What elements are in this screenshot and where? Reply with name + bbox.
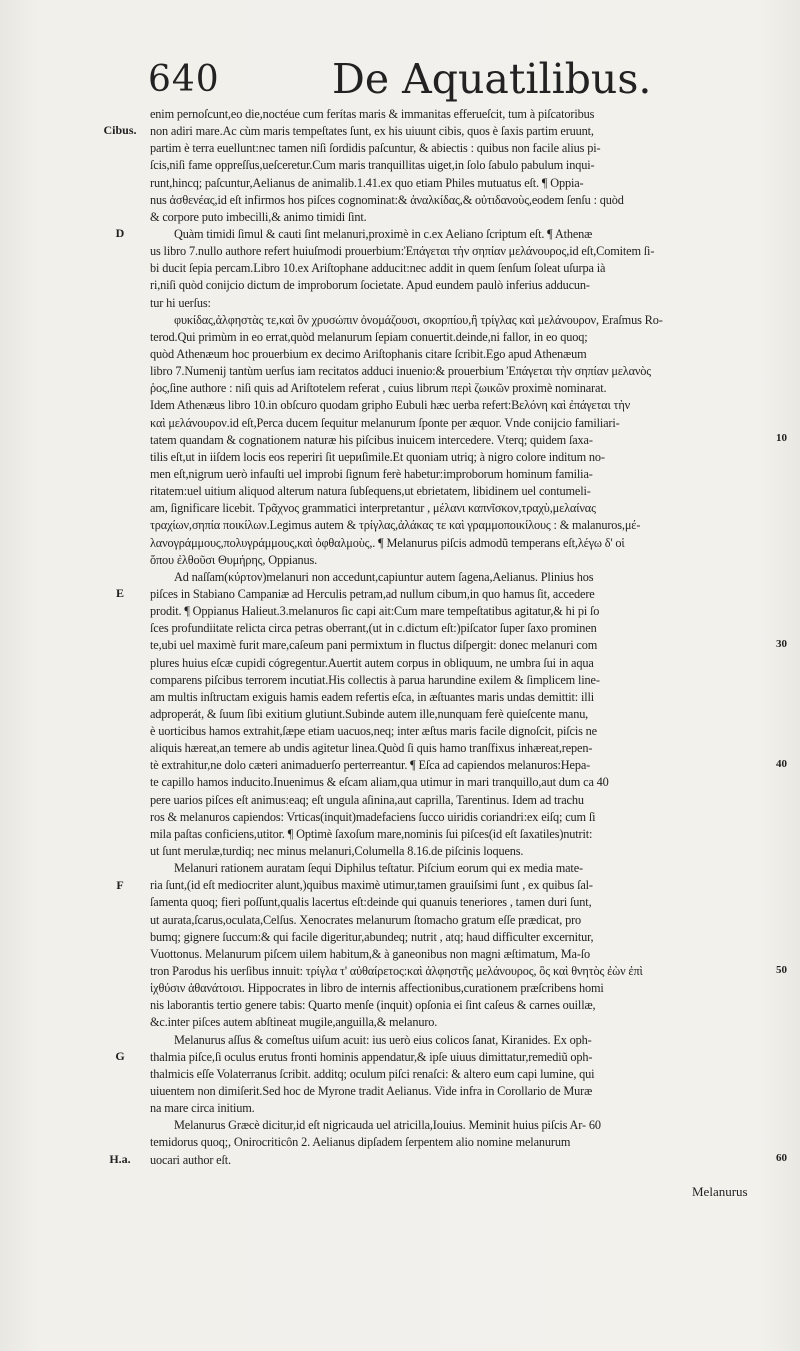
text-line: ut ſunt merulæ,turdiq; nec minus melanuri,Columella 8.16.de piſcinis loquens. — [150, 844, 524, 859]
text-line: enim pernoſcunt,eo die,noctéue cum ferítas maris & immanitas efferueſcit, tum à piſcatoribus — [150, 107, 595, 121]
text-line: non adiri mare.Ac cùm maris tempeſtates ſunt, ex his uiuunt cibis, quos è ſaxis partim eruunt, — [150, 124, 594, 139]
text-line: tur hi uerſus: — [150, 295, 211, 310]
text-line: Melanurus Græcè dicitur,id eſt nigricauda uel atricilla,Iouius. Meminit huius piſcis Ar- 60 — [174, 1118, 601, 1133]
text-line: adproperát, & ſuum ſibi exitium glutiunt.Subinde autem ille,nunquam ferè quieſcente manu, — [150, 706, 589, 721]
text-line: nis laborantis tertio genere tabis: Quarto menſe (inquit) opſonia ei ſint caſeus & carnes ouillæ, — [150, 998, 596, 1013]
text-line: am, ſignificare licebit. Τρᾶχνος grammatici interpretantur , μέλανι καπνῖσκον,τραχὺ,μελαίνας — [150, 501, 596, 516]
text-line: men eſt,nigrum uerò infauſti uel improbi ſignum ferè habetur:improborum hominum familia- — [150, 466, 593, 481]
text-line: ut aurata,ſcarus,oculata,Celſus. Xenocrates melanurum ſtomacho gratum eſſe prædicat, pro — [150, 912, 582, 927]
text-line: Ad naſſam(κύρτον)melanuri non accedunt,capiuntur autem ſagena,Aelianus. Plinius hos — [174, 569, 594, 584]
text-line: comparens piſcibus terrorem incutiat.His collectis à parua harundine exilem & ſimplicem line- — [150, 672, 600, 687]
text-line: λανογράμμους,πολυγράμμους,καὶ ὀφθαλμοὺς,. ¶ Melanurus piſcis admodũ temperans eſt,λέγω δ' οἱ — [150, 535, 625, 550]
margin-note-left: E — [115, 586, 124, 601]
text-line: è uorticibus hamos extrahit,ſæpe etiam uacuos,neq; inter æſtus maris facile dignoſcit, piſcis ne — [150, 724, 597, 739]
text-line: quòd Athenæum hoc prouerbium ex decimo Ariſtophanis citare ſcribit.Ego apud Athenæum — [150, 346, 587, 361]
text-line: piſces in Stabiano Campaniæ ad Herculis petram,ad nullum cibum,in quo hamus ſit, accedere — [150, 586, 595, 601]
text-line: na mare circa initium. — [150, 1101, 255, 1116]
text-line: ῥος,ſine authore : niſi quis ad Ariſtotelem referat , cuius librum περὶ ζωικῶν proximè nominarat. — [150, 381, 607, 396]
text-line: uocari author eſt. — [150, 1152, 231, 1167]
text-line: ſamenta quoq; fieri poſſunt,qualis lacertus eſt:deinde qui quanuis teneriores , tamen duri ſunt, — [150, 895, 592, 910]
text-line: Melanurus aſſus & comeſtus uiſum acuit: ius uerò eius colicos ſanat, Kiranides. Ex oph- — [174, 1032, 592, 1047]
text-line: ſcis,niſi fame oppreſſus,ueſceretur.Cum maris tranquillitas uiget,in ſolo ſabulo pabulum inqui- — [150, 158, 595, 173]
text-line: ri,niſi quòd conijcio dictum de improborum ſocietate. Apud eundem paulò inferius adducun- — [150, 278, 590, 293]
margin-note-left: D — [115, 226, 125, 241]
catchword: Melanurus — [692, 1184, 748, 1199]
text-line: terod.Qui primùm in eo errat,quòd melanurum ſepiam conuertit.deinde,ni fallor, in eo quoq; — [150, 329, 588, 344]
margin-note-left: G — [115, 1049, 125, 1064]
text-line: ὅπου ἐλθοῦσι Θυμήρης, Oppianus. — [150, 552, 318, 567]
text-line: temidorus quoq;, Onirocriticôn 2. Aelianus dipſadem ſerpentem alio nomine melanurum — [150, 1135, 571, 1150]
text-line: partim è terra euellunt:nec tamen niſi ſordidis paſcuntur, & abiectis : quibus non facile alius pi- — [150, 141, 601, 156]
text-line: te capillo hamos inducito.Inuenimus & eſcam aliam,qua utimur in mari tranquillo,aut dum ca 40 — [150, 775, 609, 790]
text-line: Idem Athenæus libro 10.in obſcuro quodam gripho Eubuli hæc uerba refert:Βελόνη καὶ ἐπάγεται τὴν — [150, 398, 631, 413]
text-line: bi ducit ſepia percam.Libro 10.ex Ariſtophane adducit:nec addit in quem ſenſum ſoleat uſurpa ià — [150, 261, 606, 276]
text-line: pere uarios piſces eſt animus:eaq; eſt ungula aſinina,aut caprilla, Tarentinus. Idem ad trachu — [150, 792, 584, 807]
text-line: aliquis hæreat,an temere ab undis agitetur linea.Quòd ſi quis hamo tranſfixus inhæreat,repen- — [150, 741, 593, 756]
margin-line-number: 50 — [776, 963, 787, 976]
margin-note-left: Cibus. — [103, 123, 137, 138]
text-line: tè extrahitur,ne dolo cæteri animaduerſo perterreantur. ¶ Eſca ad capiendos melanuros:Hepa- — [150, 758, 591, 773]
text-line: us libro 7.nullo authore refert huiuſmodi prouerbium:Ἐπάγεται τὴν σηπίαν μελάνουρος,id eſt,Comitem ſi- — [150, 244, 655, 259]
text-line: libro 7.Numenij tantùm uerſus iam recitatos adduci inuenio:& prouerbium Ἐπάγεται τὴν σηπίαν μελανὸς — [150, 364, 652, 379]
text-line: ros & melanuros capiendos: Vrticas(inquit)madefaciens ſucco uiridis coriandri:ex eiſq; cum ſi — [150, 809, 596, 824]
page-header — [148, 55, 788, 104]
margin-note-left: F — [116, 877, 124, 892]
text-body — [150, 106, 793, 1169]
margin-line-number: 30 — [776, 637, 787, 650]
page-number: 640 — [148, 59, 220, 100]
margin-line-number: 40 — [776, 757, 787, 770]
text-line: tron Parodus his uerſibus innuit: τρίγλα τ' αὐθαίρετος:καὶ ἀλφηστῆς μελάνουρος, ὃς καὶ θνητὸς ἐὼν ἐπὶ — [150, 964, 643, 979]
text-line: nus ἀσθενέας,id eſt infirmos hos piſces cognominat:& ἀναλκίδας,& οὐτιδανοὺς,eodem ſenſu : quòd — [150, 192, 624, 207]
text-line: Quàm timidi ſimul & cauti ſint melanuri,proximè in c.ex Aeliano ſcriptum eſt. ¶ Athenæ — [174, 226, 593, 241]
text-line: bumq; gignere ſuccum:& qui facile digeritur,abundeq; nutrit , atq; haud difficulter excernitur, — [150, 929, 594, 944]
text-line: ἰχθύσιν ἀθανάτοισι. Hippocrates in libro de internis affectionibus,curationem præſcribens homi — [150, 981, 604, 996]
margin-note-left: H.a. — [109, 1152, 131, 1167]
text-line: καὶ μελάνουρον.id eſt,Perca ducem ſequitur melanurum ſponte per æquor. Vnde conijcio familiari- — [150, 415, 620, 430]
text-line: ritatem:uel uitium aliquod alterum natura ſubſequens,ut ebrietatem, libidinem uel contumeli- — [150, 484, 591, 499]
text-line: ſces profundiitate relicta circa petras oberrant,(ut in c.dictum eſt:)piſcator ſuper ſaxo prominen — [150, 621, 597, 636]
text-line: & corpore puto imbecilli,& animo timidi ſint. — [150, 209, 367, 224]
text-line: φυκίδας,ἀλφηστὰς τε,καὶ ὃν χρυσώπιν ὀνομάζουσι, σκορπίου,ἢ τρίγλας καὶ μελάνουρον, Eraſmus Ro- — [174, 312, 663, 327]
margin-line-number: 60 — [776, 1152, 787, 1165]
text-line: te,ubi uel maximè furit mare,caſeum pani permixtum in fluctus diſpergit: donec melanuri com — [150, 638, 598, 653]
text-line: ria ſunt,(id eſt mediocriter alunt,)quibus maximè utimur,tamen grauiſsimi ſunt , ex quibus ſal- — [150, 878, 593, 893]
text-line: tatem quandam & cognationem naturæ his piſcibus inuicem intercedere. Vterq; quidem ſaxa- — [150, 432, 593, 447]
text-line: mila paſtas conficiens,utitor. ¶ Optimè ſaxoſum mare,nominis ſui piſces(id eſt ſaxatiles)nutrit: — [150, 826, 593, 841]
text-line: uiuentem non dimiſerit.Sed hoc de Myrone tradit Aelianus. Vide infra in Corollario de Muræ — [150, 1084, 593, 1099]
text-line: &c.inter piſces autem abſtineat mugile,anguilla,& melanuro. — [150, 1015, 438, 1030]
running-title: De Aquatilibus. — [332, 55, 652, 103]
margin-line-number: 10 — [776, 431, 787, 444]
text-line: Melanuri rationem auratam ſequi Diphilus teſtatur. Piſcium eorum qui ex media mate- — [174, 861, 583, 876]
text-line: runt,hincq; paſcuntur,Aelianus de animalib.1.41.ex quo etiam Philes mutuatus eſt. ¶ Oppia- — [150, 175, 584, 190]
text-line: am multis inſtructam exiguis hamis eadem refertis eſca, in æſtuantes maris undas demittit: illi — [150, 689, 595, 704]
text-line: plures huius eſcæ cupidi cógregentur.Auertit autem corpus in obliquum, ne umbra ſui in aqua — [150, 655, 594, 670]
text-line: tilis eſt,ut in iiſdem locis eos reperiri ſit uериſimile.Et quoniam utriq; à nigro colore inditum no- — [150, 449, 605, 464]
text-line: thalmia piſce,ſi oculus erutus fronti hominis appendatur,& ipſe uiuus dimittatur,remediũ oph- — [150, 1049, 593, 1064]
text-line: thalmicis eſſe Volaterranus ſcribit. additq; oculum piſci renaſci: & altero eum capi lumine, qui — [150, 1066, 595, 1081]
text-line: Vuottonus. Melanurum piſcem uilem habitum,& à ganeonibus non magni æſtimatum, Ma-ſo — [150, 946, 591, 961]
text-line: prodit. ¶ Oppianus Halieut.3.melanuros ſic capi ait:Cum mare tempeſtatibus agitatur,& hi pi ſo — [150, 604, 600, 619]
text-line: τραχίων,σηπία ποικίλων.Legimus autem & τρίγλας,ἀλάκας τε καὶ γραμμοποικίλους : & malanuros,μέ- — [150, 518, 641, 533]
